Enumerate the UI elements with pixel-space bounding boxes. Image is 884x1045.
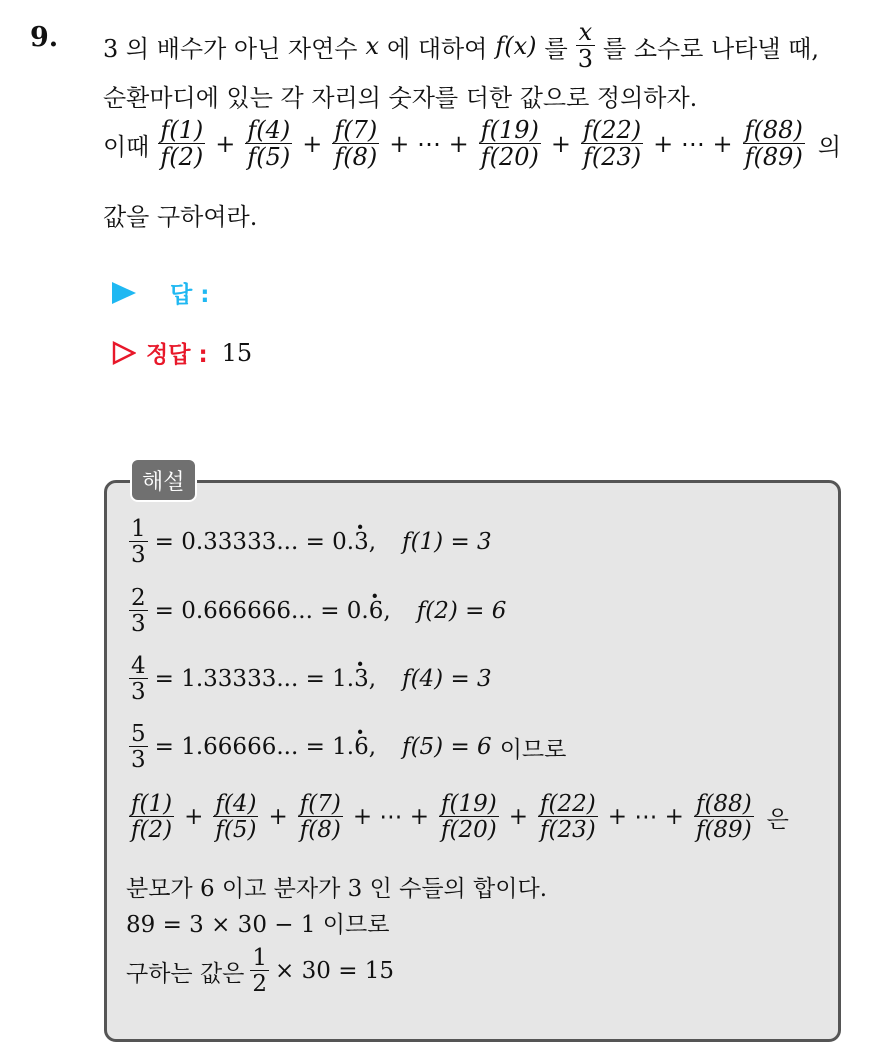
row-fraction: [129, 517, 148, 567]
answer-row: [112, 276, 209, 309]
solution-tab: 해설: [130, 458, 197, 502]
solution-row: [126, 517, 492, 567]
sum-term: [213, 792, 258, 842]
plus-sign: +: [184, 804, 204, 831]
ellipsis: + ⋯ +: [607, 804, 684, 831]
q1-text-c: 를: [544, 34, 568, 63]
sum-term-den: f(8): [334, 143, 378, 172]
repeat-digit: · 3: [354, 666, 369, 692]
row-decimal: = 1.66666... = 1.: [154, 734, 355, 761]
sum-term-den: f(8): [299, 817, 341, 844]
sum-term-num: f(7): [334, 116, 378, 144]
plus-sign: +: [550, 130, 572, 159]
repeat-digit: · 6: [354, 734, 369, 760]
row-frac-num: 1: [131, 516, 146, 542]
sum-term-num: f(22): [540, 791, 596, 817]
row-fvalue: f(2) = 6: [416, 598, 507, 625]
solution-sum: [126, 792, 789, 842]
q1-text-b: 에 대하여: [387, 34, 488, 63]
sum-term-den: f(2): [160, 143, 204, 172]
plus-sign: +: [508, 804, 529, 831]
question-line-1: [103, 20, 819, 72]
row-tail: ,: [368, 734, 377, 761]
row-frac-num: 2: [131, 585, 146, 611]
solution-line-b: 89 = 3 × 30 − 1 이므로: [126, 912, 390, 938]
correct-answer-value: 15: [221, 338, 253, 367]
row-fraction: [129, 722, 148, 772]
row-tail: ,: [383, 598, 391, 625]
row-fraction: [129, 654, 148, 704]
sum-term: [332, 118, 379, 170]
sum-term: [581, 118, 643, 170]
sum-term-den: f(89): [695, 817, 752, 844]
q3-prefix: 이때: [103, 132, 150, 161]
solution-row: [126, 586, 506, 636]
sum-term-den: f(89): [744, 143, 803, 172]
row-frac-den: 3: [131, 679, 146, 706]
sum-term: [298, 792, 343, 842]
question-number: 9.: [30, 22, 59, 53]
sum-term-num: f(19): [480, 116, 539, 144]
outline-triangle-icon: [112, 341, 136, 365]
ellipsis: + ⋯ +: [653, 130, 733, 159]
row-suffix: 이므로: [499, 736, 567, 763]
correct-answer-label: 정답 :: [146, 342, 208, 368]
sum-term-den: f(5): [247, 143, 291, 172]
sum-term-num: f(4): [247, 116, 291, 144]
line-c-suffix: × 30 = 15: [275, 958, 395, 985]
sum-term-den: f(23): [540, 817, 596, 844]
row-tail: ,: [368, 666, 377, 693]
half-fraction: [250, 946, 269, 996]
row-decimal: = 1.33333... = 1.: [154, 666, 355, 693]
repeat-digit: · 6: [369, 598, 384, 624]
sum-term: [158, 118, 205, 170]
correct-answer-row: [112, 336, 252, 369]
q1-frac-den: 3: [577, 45, 593, 74]
row-fvalue: f(1) = 3: [402, 529, 492, 556]
half-den: 2: [252, 971, 268, 998]
ellipsis: + ⋯ +: [352, 804, 430, 831]
row-fvalue: f(5) = 6: [402, 734, 492, 761]
sum-term-num: f(88): [744, 116, 803, 144]
row-fraction: [129, 586, 148, 636]
row-decimal: = 0.666666... = 0.: [154, 598, 369, 625]
plus-sign: +: [215, 130, 236, 159]
answer-label: 답 :: [170, 282, 210, 308]
row-frac-num: 4: [131, 653, 146, 679]
row-frac-num: 5: [131, 721, 146, 747]
sum-term-num: f(22): [583, 116, 642, 144]
ellipsis: + ⋯ +: [389, 130, 469, 159]
plus-sign: +: [302, 130, 323, 159]
row-fvalue: f(4) = 3: [402, 666, 492, 693]
sum-term: [129, 792, 174, 842]
sum-term: [479, 118, 541, 170]
sum-term-num: f(88): [695, 791, 752, 817]
sum-term-den: f(23): [583, 143, 642, 172]
half-num: 1: [252, 945, 268, 971]
solution-line-c: [126, 946, 394, 996]
q1-fx: f(x): [495, 32, 537, 61]
sum-term-den: f(20): [441, 817, 497, 844]
q1-text-a: 3 의 배수가 아닌 자연수: [103, 34, 358, 63]
sum-term-den: f(5): [215, 817, 257, 844]
q1-fraction: [576, 20, 595, 72]
q3-suffix: 의: [817, 132, 841, 161]
q1-frac-num: x: [578, 18, 593, 46]
sum-term: [743, 118, 805, 170]
solution-row: [126, 654, 492, 704]
sum-term-num: f(1): [160, 116, 204, 144]
solution-line-a: 분모가 6 이고 분자가 3 인 수들의 합이다.: [126, 876, 548, 902]
sum-suffix: 은: [766, 806, 789, 833]
sum-term-num: f(4): [215, 791, 257, 817]
sum-term-den: f(2): [131, 817, 173, 844]
sum-term-num: f(7): [299, 791, 341, 817]
sum-term: [694, 792, 754, 842]
repeat-digit: · 3: [354, 529, 369, 555]
row-frac-den: 3: [131, 611, 146, 638]
question-line-2: 순환마디에 있는 각 자리의 숫자를 더한 값으로 정의하자.: [103, 84, 698, 112]
row-tail: ,: [368, 529, 377, 556]
row-frac-den: 3: [131, 542, 146, 569]
sum-term-den: f(20): [480, 143, 539, 172]
solution-row: [126, 722, 566, 772]
sum-term: [538, 792, 598, 842]
plus-sign: +: [268, 804, 288, 831]
q1-text-d: 를 소수로 나타낼 때,: [603, 34, 819, 63]
row-frac-den: 3: [131, 747, 146, 774]
sum-term: [245, 118, 292, 170]
question-line-4: 값을 구하여라.: [103, 203, 258, 231]
q1-var-x: x: [365, 32, 379, 61]
sum-term-num: f(19): [441, 791, 497, 817]
sum-term: [439, 792, 499, 842]
sum-term-num: f(1): [131, 791, 173, 817]
play-triangle-icon: [112, 282, 136, 304]
row-decimal: = 0.33333... = 0.: [154, 529, 355, 556]
line-c-prefix: 구하는 값은: [126, 960, 245, 987]
question-line-3: [103, 118, 841, 170]
